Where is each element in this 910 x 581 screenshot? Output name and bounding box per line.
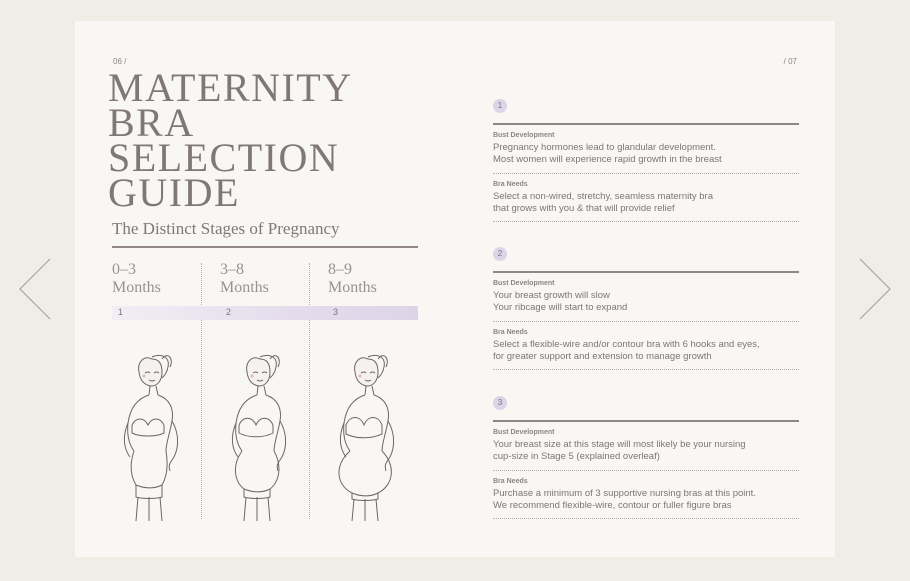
stage-1-figure-illustration xyxy=(112,347,212,522)
section-1-rule xyxy=(493,123,799,125)
stage-3-label xyxy=(328,261,435,297)
section-2-development-label: Bust Development xyxy=(493,280,555,287)
title-line-3: SELECTION xyxy=(108,135,340,180)
section-1-development-label: Bust Development xyxy=(493,132,555,139)
stage-2-unit: Months xyxy=(220,279,269,296)
stage-number-band xyxy=(112,306,418,320)
section-3-needs-line-2: We recommend flexible-wire, contour or fuller figure bras xyxy=(493,500,732,511)
section-3-development-line-2: cup-size in Stage 5 (explained overleaf) xyxy=(493,451,660,462)
stage-1-section xyxy=(493,99,799,225)
stage-2-section xyxy=(493,247,799,373)
title-line-1: MATERNITY xyxy=(108,65,353,110)
section-1-needs-label: Bra Needs xyxy=(493,181,528,188)
stage-2-range: 3–8 xyxy=(220,261,244,278)
section-3-development-line-1: Your breast size at this stage will most likely be your nursing xyxy=(493,439,746,450)
next-page-button[interactable] xyxy=(858,257,892,321)
section-3-development xyxy=(493,429,799,463)
stage-1-range: 0–3 xyxy=(112,261,136,278)
section-2-needs-line-1: Select a flexible-wire and/or contour bra with 6 hooks and eyes, xyxy=(493,339,760,350)
section-1-development-line-2: Most women will experience rapid growth in the breast xyxy=(493,154,722,165)
stage-3-unit: Months xyxy=(328,279,377,296)
section-2-development xyxy=(493,280,799,314)
brochure-spread xyxy=(75,21,835,557)
section-3-dotted-rule-end xyxy=(493,518,799,519)
stage-1-unit: Months xyxy=(112,279,161,296)
chevron-left-icon xyxy=(18,257,52,321)
stage-2-number: 2 xyxy=(226,307,232,317)
page-title xyxy=(108,65,408,215)
stage-3-number: 3 xyxy=(333,307,339,317)
chevron-right-icon xyxy=(858,257,892,321)
section-2-dotted-rule xyxy=(493,321,799,322)
title-divider xyxy=(112,246,418,248)
section-3-needs xyxy=(493,478,799,512)
page-subtitle: The Distinct Stages of Pregnancy xyxy=(112,219,340,238)
section-3-development-label: Bust Development xyxy=(493,429,555,436)
section-2-number-badge: 2 xyxy=(493,247,507,261)
stage-1-label xyxy=(112,261,219,297)
section-1-needs-line-2: that grows with you & that will provide relief xyxy=(493,203,675,214)
section-3-rule xyxy=(493,420,799,422)
section-2-development-line-2: Your ribcage will start to expand xyxy=(493,302,628,313)
section-2-rule xyxy=(493,271,799,273)
section-3-needs-line-1: Purchase a minimum of 3 supportive nursing bras at this point. xyxy=(493,488,756,499)
section-1-needs xyxy=(493,181,799,215)
stage-2-figure-illustration xyxy=(220,347,320,522)
section-1-development xyxy=(493,132,799,166)
section-2-needs-line-2: for greater support and extension to manage growth xyxy=(493,351,712,362)
stage-3-figure-illustration xyxy=(328,347,428,522)
previous-page-button[interactable] xyxy=(18,257,52,321)
section-3-dotted-rule xyxy=(493,470,799,471)
section-1-dotted-rule-end xyxy=(493,221,799,222)
stage-3-section xyxy=(493,396,799,522)
section-1-number-badge: 1 xyxy=(493,99,507,113)
title-line-4: GUIDE xyxy=(108,170,240,215)
section-3-needs-label: Bra Needs xyxy=(493,478,528,485)
section-1-development-line-1: Pregnancy hormones lead to glandular development. xyxy=(493,142,716,153)
section-2-needs-label: Bra Needs xyxy=(493,329,528,336)
section-2-needs xyxy=(493,329,799,363)
section-2-dotted-rule-end xyxy=(493,369,799,370)
section-1-dotted-rule xyxy=(493,173,799,174)
right-page-number: / 07 xyxy=(783,57,797,66)
section-3-number-badge: 3 xyxy=(493,396,507,410)
stage-1-number: 1 xyxy=(118,307,124,317)
stage-3-range: 8–9 xyxy=(328,261,352,278)
stage-2-label xyxy=(220,261,327,297)
left-page-number: 06 / xyxy=(113,57,127,66)
section-1-needs-line-1: Select a non-wired, stretchy, seamless maternity bra xyxy=(493,191,713,202)
section-2-development-line-1: Your breast growth will slow xyxy=(493,290,610,301)
title-line-2: BRA xyxy=(108,100,195,145)
